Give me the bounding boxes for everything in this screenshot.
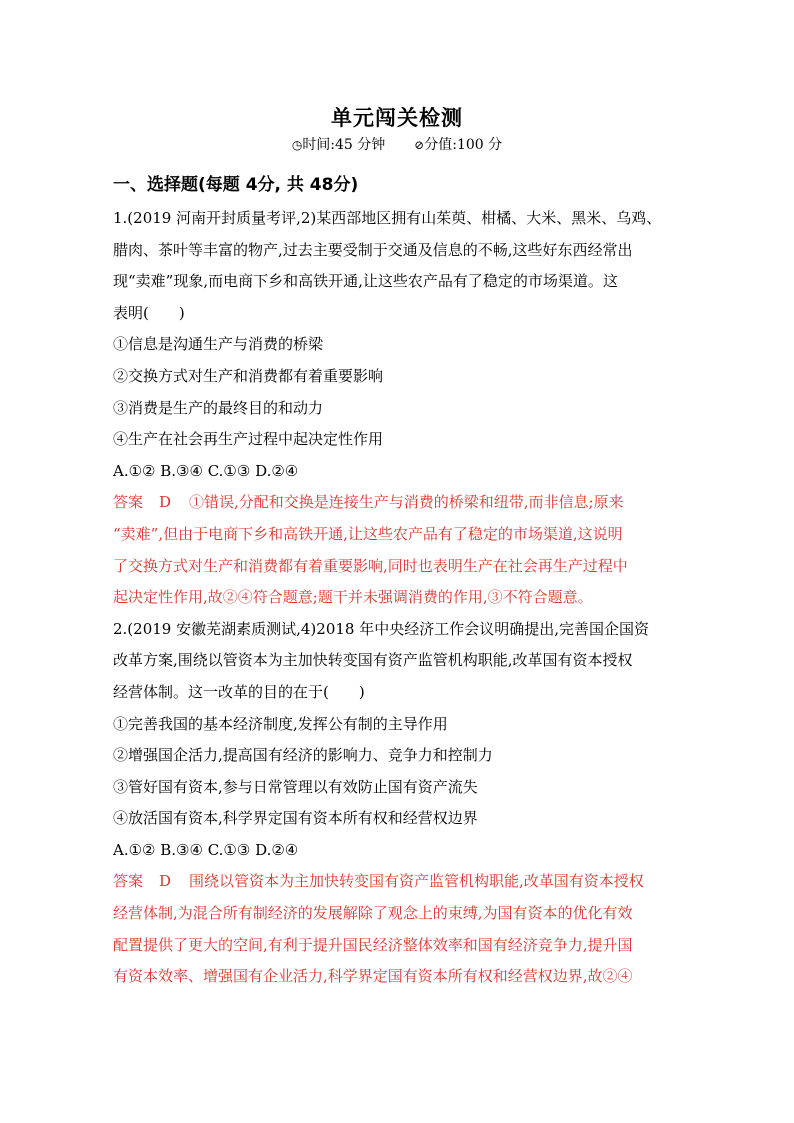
answer-explanation-line: 起决定性作用,故②④符合题意;题干并未强调消费的作用,③不符合题意。 — [113, 588, 593, 607]
question-2 — [113, 614, 685, 993]
answer-label: 答案 — [113, 493, 144, 512]
option-item: ③消费是生产的最终目的和动力 — [113, 398, 324, 417]
answer-explanation-line: 了交换方式对生产和消费都有着重要影响,同时也表明生产在社会再生产过程中 — [113, 556, 628, 575]
answer-explanation-line: 配置提供了更大的空间,有利于提升国民经济整体效率和国有经济竞争力,提升国 — [113, 935, 633, 954]
option-item: ①完善我国的基本经济制度,发挥公有制的主导作用 — [113, 714, 448, 733]
question-stem-line: 现“卖难”现象,而电商下乡和高铁开通,让这些农产品有了稳定的市场渠道。这 — [113, 272, 618, 291]
answer-explanation-line: 经营体制,为混合所有制经济的发展解除了观念上的束缚,为国有资本的优化有效 — [113, 904, 633, 923]
question-stem-line: 2.(2019 安徽芜湖素质测试,4)2018 年中央经济工作会议明确提出,完善国企国资 — [113, 619, 649, 638]
time-limit: 时间:45 分钟 — [302, 137, 386, 153]
question-stem-line: 改革方案,围绕以管资本为主加快转变国有资产监管机构职能,改革国有资本授权 — [113, 651, 633, 670]
question-1 — [113, 203, 685, 614]
explanation-text: 围绕以管资本为主加快转变国有资产监管机构职能,改革国有资本授权 — [189, 872, 644, 891]
option-item: ②增强国企活力,提高国有经济的影响力、竞争力和控制力 — [113, 746, 493, 765]
option-item: ①信息是沟通生产与消费的桥梁 — [113, 335, 324, 354]
question-stem-line: 腊肉、茶叶等丰富的物产,过去主要受制于交通及信息的不畅,这些好东西经常出 — [113, 240, 633, 259]
page-title: 单元闯关检测 — [331, 106, 463, 130]
answer-explanation-line: “卖难”,但由于电商下乡和高铁开通,让这些农产品有了稳定的市场渠道,这说明 — [113, 524, 623, 543]
answer-key: D — [159, 493, 172, 512]
score-total: 分值:100 分 — [424, 137, 503, 153]
question-list — [113, 203, 685, 993]
section-heading: 一、选择题(每题 4分, 共 48分) — [113, 175, 359, 195]
answer-explanation-line — [113, 487, 685, 519]
explanation-text: ①错误,分配和交换是连接生产与消费的桥梁和纽带,而非信息;原来 — [189, 493, 624, 512]
option-item: ④放活国有资本,科学界定国有资本所有权和经营权边界 — [113, 809, 478, 828]
answer-choices: A.①② B.③④ C.①③ D.②④ — [113, 461, 299, 480]
answer-key: D — [159, 872, 172, 891]
option-item: ④生产在社会再生产过程中起决定性作用 — [113, 430, 384, 449]
question-stem-line: 1.(2019 河南开封质量考评,2)某西部地区拥有山茱萸、柑橘、大米、黑米、乌鸡、 — [113, 209, 662, 227]
clock-icon: ◷ — [291, 138, 303, 152]
option-item: ③管好国有资本,参与日常管理以有效防止国有资产流失 — [113, 777, 478, 796]
answer-choices: A.①② B.③④ C.①③ D.②④ — [113, 840, 299, 859]
answer-explanation-line: 有资本效率、增强国有企业活力,科学界定国有资本所有权和经营权边界,故②④ — [113, 967, 633, 986]
question-stem-line: 表明( ) — [113, 303, 185, 322]
check-circle-icon: ⊘ — [414, 138, 425, 152]
exam-meta — [0, 134, 794, 154]
answer-explanation-line — [113, 866, 685, 898]
question-stem-line: 经营体制。这一改革的目的在于( ) — [113, 682, 365, 701]
answer-label: 答案 — [113, 872, 144, 891]
option-item: ②交换方式对生产和消费都有着重要影响 — [113, 366, 384, 385]
